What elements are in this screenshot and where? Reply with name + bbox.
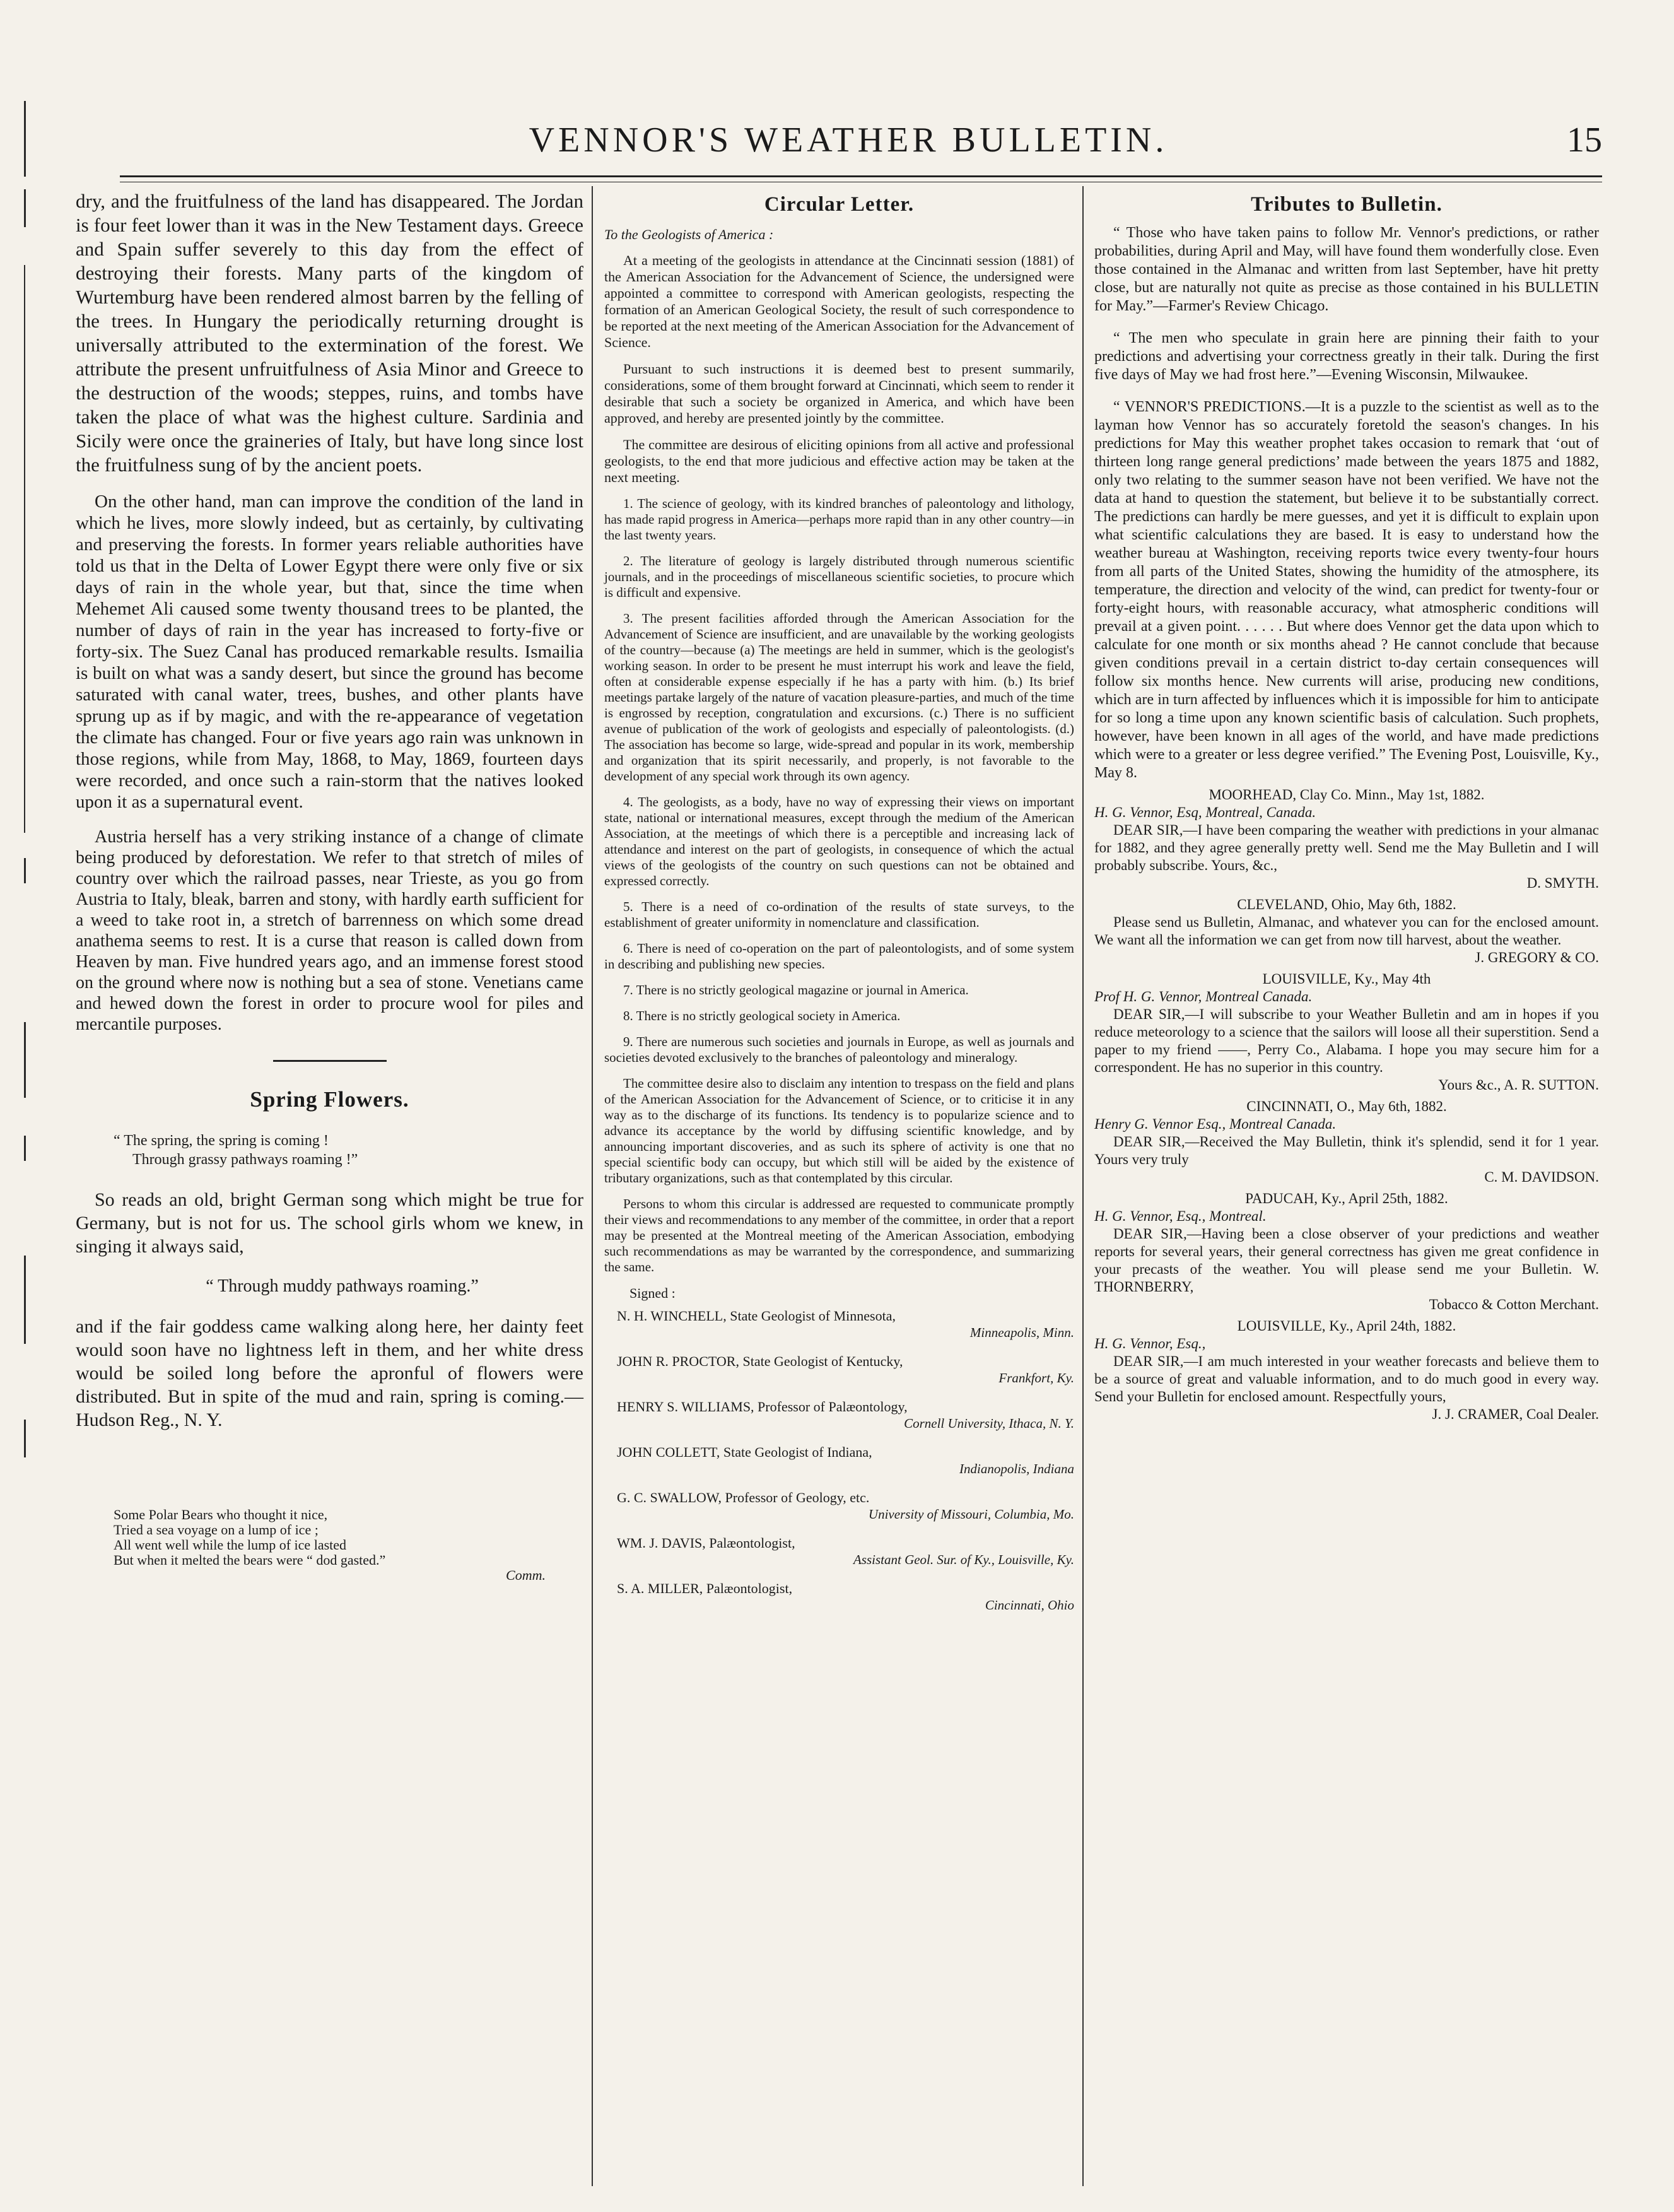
letter-signature: Tobacco & Cotton Merchant. (1429, 1297, 1599, 1312)
signatory (604, 1534, 1074, 1568)
signatory-name: HENRY S. WILLIAMS, Professor of Palæontology, (617, 1399, 908, 1415)
paragraph: 9. There are numerous such societies and journals in Europe, as well as journals and societies devoted exclusively to the branches of paleontology and mineralogy. (604, 1034, 1074, 1065)
letter-signature: Yours &c., A. R. SUTTON. (1438, 1077, 1599, 1093)
section-heading: Circular Letter. (764, 193, 915, 216)
paragraph: The committee desire also to disclaim any intention to trespass on the field and plans of the American Association for the Advancement of Science, or to criticise it in any way as to the discharge of its functions. Its tendency is to popularize science and to advance its acceptance by the world by diffusing scientific knowledge, and by announcing important discoveries, and as such its sphere of activity is one that no special scientific body can occupy, but which still will be aided by the existence of tributary organizations, such as that contemplated by this circular. (604, 1076, 1074, 1185)
signatory-place: Cincinnati, Ohio (985, 1597, 1074, 1613)
header-rule (120, 175, 1602, 177)
paragraph: Persons to whom this circular is addressed are requested to communicate promptly their views and recommendations to any member of the committee, in order that a report may be presented at the Montreal meeting of the American Association, embodying such recommendations as may be warranted by the correspondence, and summarizing the same. (604, 1196, 1074, 1274)
column-forests (76, 189, 583, 1583)
page-header (95, 120, 1602, 170)
paragraph: Austria herself has a very striking instance of a change of climate being produced by deforestation. We refer to that stretch of miles of country over which the railroad passes, near Trieste, as you go from Austria to Italy, bleak, barren and stony, with hardly earth sufficient for a weed to take root in, a stretch of barrenness on which some dread anathema seems to rest. It is a curse that reason is called down from Heaven by man. Five hundred years ago, and an immense forest stood on the ground where now is nothing but a sea of stone. Venetians came and hewed down the forest in order to procure wool for piles and mercantile purposes. (76, 827, 583, 1034)
paragraph: At a meeting of the geologists in attendance at the Cincinnati session (1881) of the American Association for the Advancement of Science, the undersigned were appointed a committee to correspond with American geologists, respecting the formation of an American Geological Society, the result of such correspondence to be reported at the next meeting of the American Association for the Advancement of Science. (604, 252, 1074, 350)
signatory-place: University of Missouri, Columbia, Mo. (868, 1507, 1074, 1522)
salutation: To the Geologists of America : (604, 226, 774, 242)
letter-body: DEAR SIR,—Received the May Bulletin, think it's splendid, send it for 1 year. Yours very truly (1094, 1134, 1599, 1167)
column-circular-letter (604, 189, 1074, 1625)
signed-label: Signed : (629, 1285, 676, 1301)
letter (1094, 1098, 1599, 1186)
column-tributes (1094, 189, 1599, 1427)
signatory-place: Minneapolis, Minn. (969, 1325, 1074, 1340)
letter-signature: J. J. CRAMER, Coal Dealer. (1432, 1406, 1599, 1422)
paragraph: “ Those who have taken pains to follow Mr. Vennor's predictions, or rather probabilities, during April and May, will have found them wonderfully close. Even those contained in the Almanac and written from last September, have hit pretty close, but are naturally not quite as precise as those contained in his BULLETIN for May.”—Farmer's Review Chicago. (1094, 225, 1599, 314)
verse (114, 1131, 583, 1169)
letter-dateline: CLEVELAND, Ohio, May 6th, 1882. (1237, 897, 1456, 912)
letter-address: Henry G. Vennor Esq., Montreal Canada. (1094, 1116, 1337, 1132)
poem-line: But when it melted the bears were “ dod gasted.” (114, 1552, 386, 1568)
page-title: VENNOR'S WEATHER BULLETIN. (529, 121, 1168, 160)
signatory (604, 1444, 1074, 1478)
column-divider (592, 186, 593, 2186)
letter-address: H. G. Vennor, Esq., Montreal. (1094, 1208, 1267, 1224)
paragraph: So reads an old, bright German song which might be true for Germany, but is not for us. The school girls whom we knew, in singing it always said, (76, 1189, 583, 1257)
letter-body: DEAR SIR,—Having been a close observer of your predictions and weather reports for several years, their general correctness has given me great confidence in your precasts of the weather. You will please send me your Bulletin. W. THORNBERRY, (1094, 1226, 1599, 1295)
letter-body: Please send us Bulletin, Almanac, and whatever you can for the enclosed amount. We want all the information we can get from now till harvest, about the weather. (1094, 914, 1599, 948)
paragraph: 5. There is a need of co-ordination of the results of state surveys, to the establishment of greater uniformity in nomenclature and classification. (604, 899, 1074, 930)
paragraph: “ VENNOR'S PREDICTIONS.—It is a puzzle to the scientist as well as to the layman how Vennor has so accurately foretold the season's changes. In his predictions for May this weather prophet takes occasion to remark that ‘out of thirteen long range general predictions’ made between the years 1875 and 1882, only two relating to the summer season have not been verified. We have not the data at hand to question the statement, but believe it to be substantially correct. The predictions can hardly be mere guesses, and yet it is difficult to explain upon what scientific calculations they are based. It is easy to understand how the weather bureau at Washington, receiving reports twice every twenty-four hours from all parts of the United States, showing the humidity of the atmosphere, its temperature, the direction and velocity of the wind, can predict for twenty-four or forty-eight hours, with reasonable accuracy, what atmospheric conditions will prevail at a given point. . . . . . But where does Vennor get the data upon which to calculate for one month or six months ahead ? He cannot conclude that because given conditions prevail in a certain district to-day certain consequences will follow six months hence. New currents will arise, producing new conditions, which are in turn affected by influences which it is impossible for him to anticipate for so long a time upon any known scientific basis of calculation. Such prophets, however, have been known in all ages of the world, and have made predictions which were to a greater or less degree verified.” The Evening Post, Louisville, Ky., May 8. (1094, 399, 1599, 781)
letter (1094, 1317, 1599, 1423)
paragraph: 4. The geologists, as a body, have no way of expressing their views on important state, national or international measures, except through the medium of the American Association, at the meetings of which there is a perceptible and increasing lack of attendance and interest on the part of geologists, in consequence of which the actual views of the geologists of the country on such questions can not be obtained and expressed correctly. (604, 794, 1074, 888)
letter-body: DEAR SIR,—I am much interested in your weather forecasts and believe them to be a source of great and valuable information, and to do much good in every way. Send your Bulletin for enclosed amount. Respectfully yours, (1094, 1353, 1599, 1404)
paragraph: 3. The present facilities afforded through the American Association for the Advancement of Science are insufficient, and are unavailable by the working geologists of the country—because (a) The meetings are held in summer, which is the geologist's working season. In order to be present he must interrupt his work and leave the field, often at considerable expense especially if he has a party with him. (b.) Its brief meetings partake largely of the nature of vacation pleasure-parties, and much of the time is engrossed by reception, congratulation and excursions. (c.) There is no sufficient avenue of publication of the work of geologists and especially of paleontologists. (d.) The association has become so large, wide-spread and popular in its work, membership and organization that its spirit necessarily, and properly, is not favorable to the development of any special work through its own agency. (604, 611, 1074, 784)
signatory-name: WM. J. DAVIS, Palæontologist, (617, 1535, 795, 1551)
letter-dateline: MOORHEAD, Clay Co. Minn., May 1st, 1882. (1209, 787, 1485, 803)
signatory-name: JOHN COLLETT, State Geologist of Indiana, (617, 1444, 872, 1460)
poem (114, 1507, 583, 1583)
signatory-name: N. H. WINCHELL, State Geologist of Minnesota, (617, 1308, 896, 1324)
signatory (604, 1307, 1074, 1341)
letter (1094, 1190, 1599, 1314)
letter-address: H. G. Vennor, Esq., (1094, 1336, 1206, 1351)
signatory-place: Frankfort, Ky. (998, 1370, 1074, 1385)
signatory-name: S. A. MILLER, Palæontologist, (617, 1580, 793, 1596)
paragraph: “ The men who speculate in grain here are pinning their faith to your predictions and advertising your correctness greatly in their talk. During the first five days of May we had frost here.”—Evening Wisconsin, Milwaukee. (1094, 330, 1599, 383)
verse-line: “ The spring, the spring is coming ! (114, 1132, 329, 1149)
letter-address: Prof H. G. Vennor, Montreal Canada. (1094, 989, 1313, 1004)
paragraph: 2. The literature of geology is largely distributed through numerous scientific journals, and in the proceedings of miscellaneous scientific societies, to procure which is difficult and expensive. (604, 553, 1074, 600)
verse-line: Through grassy pathways roaming !” (132, 1151, 358, 1168)
poem-line: All went well while the lump of ice lasted (114, 1537, 347, 1553)
paragraph: and if the fair goddess came walking along here, her dainty feet would soon have no lightness left in them, and her white dress would be soiled long before the apronful of flowers were distributed. But in spite of the mud and rain, spring is coming.—Hudson Reg., N. Y. (76, 1316, 583, 1430)
poem-source: Comm. (506, 1567, 546, 1583)
paragraph: Pursuant to such instructions it is deemed best to present summarily, considerations, some of them brought forward at Cincinnati, which seem to render it desirable that such a society be organized in America, and which have been approved, and hereby are presented jointly by the committee. (604, 361, 1074, 426)
letter (1094, 896, 1599, 967)
paragraph: On the other hand, man can improve the condition of the land in which he lives, more slowly indeed, but as certainly, by cultivating and preserving the forests. In former years reliable authorities have told us that in the Delta of Lower Egypt there were only five or six days of rain in the whole year, but that, since the time when Mehemet Ali caused some twenty thousand trees to be planted, the number of days of rain in the year has increased to forty-five or forty-six. The Suez Canal has produced remarkable results. Ismailia is built on what was a sandy desert, but since the ground has become saturated with canal water, trees, bushes, and other plants have sprung up as if by magic, and with the re-appearance of vegetation the climate has changed. Four or five years ago rain was unknown in those regions, while from May, 1868, to May, 1869, fourteen days were recorded, and once such a rain-storm that the natives looked upon it as a supernatural event. (76, 491, 583, 812)
signatory-name: JOHN R. PROCTOR, State Geologist of Kentucky, (617, 1353, 903, 1369)
signatory-place: Indianopolis, Indiana (959, 1461, 1074, 1476)
signatory-place: Cornell University, Ithaca, N. Y. (904, 1416, 1074, 1431)
paragraph: 6. There is need of co-operation on the part of paleontologists, and of some system in describing and publishing new species. (604, 941, 1074, 972)
letter-signature: D. SMYTH. (1526, 875, 1599, 891)
column-divider (1082, 186, 1084, 2186)
letter-address: H. G. Vennor, Esq, Montreal, Canada. (1094, 804, 1316, 820)
letter-dateline: PADUCAH, Ky., April 25th, 1882. (1245, 1191, 1448, 1206)
letter (1094, 970, 1599, 1094)
section-heading: Spring Flowers. (250, 1087, 409, 1112)
section-divider (273, 1060, 387, 1062)
paragraph: The committee are desirous of eliciting opinions from all active and professional geologists, to the end that more judicious and effective action may be taken at the next meeting. (604, 437, 1074, 485)
page-number: 15 (1567, 121, 1602, 160)
poem-line: Tried a sea voyage on a lump of ice ; (114, 1522, 319, 1538)
letter-dateline: LOUISVILLE, Ky., April 24th, 1882. (1237, 1318, 1456, 1334)
signatory (604, 1580, 1074, 1614)
signatory (604, 1398, 1074, 1432)
signatory-name: G. C. SWALLOW, Professor of Geology, etc. (617, 1490, 870, 1505)
letter-dateline: CINCINNATI, O., May 6th, 1882. (1246, 1098, 1447, 1114)
signatory (604, 1353, 1074, 1387)
verse-line: “ Through muddy pathways roaming.” (206, 1276, 479, 1296)
letter (1094, 786, 1599, 892)
letter-signature: J. GREGORY & CO. (1475, 950, 1599, 965)
signatory (604, 1489, 1074, 1523)
paragraph: dry, and the fruitfulness of the land has disappeared. The Jordan is four feet lower than it was in the New Testament days. Greece and Spain suffer severely to this day from the effect of destroying their forests. Many parts of the kingdom of Wurtemburg have been rendered almost barren by the felling of the trees. In Hungary the periodically returning drought is universally attributed to the extermination of the forest. We attribute the present unfruitfulness of Asia Minor and Greece to the destruction of the woods; steppes, ruins, and tombs have taken the place of what was the highest culture. Sardinia and Sicily were once the graineries of Italy, but have long since lost the fruitfulness sung of by the ancient poets. (76, 190, 583, 476)
paragraph: 1. The science of geology, with its kindred branches of paleontology and lithology, has made rapid progress in America—perhaps more rapid than in any other country—in the last twenty years. (604, 496, 1074, 543)
paragraph: 7. There is no strictly geological magazine or journal in America. (623, 982, 969, 997)
signatory-place: Assistant Geol. Sur. of Ky., Louisville, Ky. (853, 1552, 1074, 1567)
letter-dateline: LOUISVILLE, Ky., May 4th (1262, 971, 1431, 987)
binding-edge (0, 0, 44, 2212)
poem-line: Some Polar Bears who thought it nice, (114, 1507, 328, 1522)
letter-body: DEAR SIR,—I will subscribe to your Weather Bulletin and am in hopes if you reduce meteorology to a science that the sailors will loose all their superstition. Send a paper to my friend ——, Perry Co., Alabama. I hope you may secure him for a correspondent. He has no superior in this country. (1094, 1006, 1599, 1075)
letter-body: DEAR SIR,—I have been comparing the weather with predictions in your almanac for 1882, and they agree generally pretty well. Send me the May Bulletin and I will probably subscribe. Yours, &c., (1094, 822, 1599, 873)
paragraph: 8. There is no strictly geological society in America. (623, 1008, 901, 1023)
section-heading: Tributes to Bulletin. (1251, 193, 1443, 216)
letter-signature: C. M. DAVIDSON. (1484, 1169, 1599, 1185)
